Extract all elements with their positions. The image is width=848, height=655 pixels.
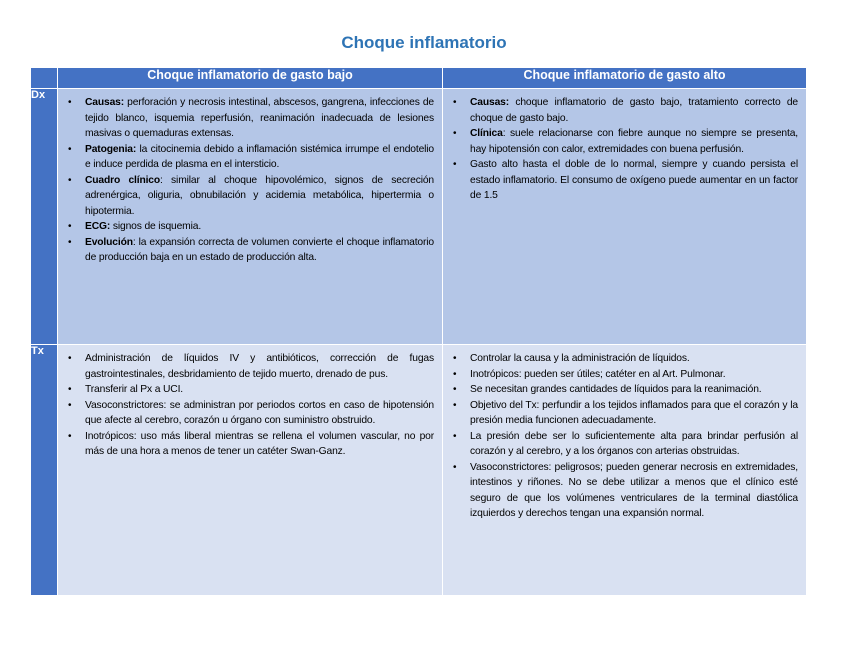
item-text: Transferir al Px a UCI. [85,384,184,395]
bullet-icon: • [453,368,457,380]
bullet-icon: • [453,159,457,170]
item-lead: Patogenia: [85,143,137,155]
list-item [68,173,434,220]
page-title: Choque inflamatorio [341,33,507,52]
cell-tx-high [443,345,807,596]
bullet-icon: • [453,353,457,364]
item-lead: Cuadro clínico [85,174,161,186]
bullet-icon: • [453,430,457,442]
item-text: choque inflamatorio de gasto bajo, tratamiento correcto de choque de gasto bajo. [470,97,798,124]
item-lead: Clínica [470,128,503,139]
row-dx [31,89,807,345]
item-lead: ECG: [85,221,111,232]
bullet-icon: • [68,221,72,232]
list-item [453,429,798,460]
list-item [68,235,434,266]
list-item [68,382,434,398]
bullet-list [443,89,806,204]
item-text: Vasoconstrictores: se administran por periodos cortos en caso de hipotensión que afecte al cerebro, corazón u órgano con suministro obstruido. [85,399,434,426]
list-item [68,95,434,142]
bullet-icon: • [453,384,457,395]
item-text: perforación y necrosis intestinal, abscesos, gangrena, infecciones de tejido blanco, isquemia reperfusión, reanimación inadecuada de lesiones masivas o quemaduras extensas. [85,97,434,139]
cell-dx-low [58,89,443,345]
item-text: signos de isquemia. [110,221,202,232]
comparison-table [30,67,807,596]
item-lead: Evolución [85,236,133,248]
item-text: Administración de líquidos IV y antibióticos, corrección de fugas gastrointestinales, desbridamiento de tejido muerto, drenado de pus. [85,353,434,380]
bullet-icon: • [68,430,72,442]
list-item [453,157,798,204]
item-lead: Causas: [470,97,510,108]
cell-tx-low [58,345,443,596]
row-label-dx: Dx [31,89,58,345]
item-text: Objetivo del Tx: perfundir a los tejidos inflamados para que el corazón y la presión media funcionen adecuadamente. [470,399,798,426]
row-tx [31,345,807,596]
list-item [453,382,798,398]
bullet-list [58,345,442,460]
header-row [31,68,807,89]
bullet-icon: • [68,97,72,108]
item-text: Inotrópicos: uso más liberal mientras se rellena el volumen vascular, no por más de una hora a menos de tener un catéter Swan-Ganz. [85,430,434,457]
list-item [453,351,798,367]
list-item [68,142,434,173]
list-item [68,351,434,382]
bullet-icon: • [453,461,457,473]
item-text: Gasto alto hasta el doble de lo normal, siempre y cuando persista el estado inflamatorio. El consumo de oxígeno puede aumentar en un factor de 1.5 [470,159,798,201]
list-item [68,219,434,235]
header-high-output: Choque inflamatorio de gasto alto [443,68,807,89]
list-item [68,429,434,460]
header-corner [31,68,58,89]
list-item [453,460,798,522]
bullet-list [58,89,442,266]
cell-dx-high [443,89,807,345]
bullet-icon: • [68,236,72,248]
item-text: Se necesitan grandes cantidades de líquidos para la reanimación. [470,384,762,395]
item-text: : similar al choque hipovolémico, signos de secreción adrenérgica, oliguria, obnubilación y acidemia metabólica, hipertermia o hipotermia. [85,174,434,217]
bullet-icon: • [68,353,72,364]
bullet-icon: • [453,128,457,139]
header-low-output: Choque inflamatorio de gasto bajo [58,68,443,89]
bullet-icon: • [453,399,457,411]
list-item [453,126,798,157]
bullet-icon: • [68,399,72,411]
item-lead: Causas: [85,97,125,108]
item-text: Inotrópicos: pueden ser útiles; catéter en al Art. Pulmonar. [470,368,726,380]
bullet-icon: • [68,143,72,155]
list-item [68,398,434,429]
list-item [453,95,798,126]
list-item [453,398,798,429]
item-text: la citocinemia debido a inflamación sistémica irrumpe el endotelio e induce perdida de plasma en el intersticio. [85,143,434,170]
bullet-list [443,345,806,522]
item-text: La presión debe ser lo suficientemente alta para brindar perfusión al corazón y al cerebro, y a los órganos con arterias obstruidas. [470,430,798,457]
bullet-icon: • [68,384,72,395]
list-item [453,367,798,383]
item-text: Vasoconstrictores: peligrosos; pueden generar necrosis en extremidades, intestinos y riñones. No se debe utilizar a menos que el clínico esté seguro de que los volúmenes ventriculares de la terminal diastólica izquierdos y derechos tengan una expansión normal. [470,461,798,519]
item-text: : la expansión correcta de volumen convierte el choque inflamatorio de producción baja en un estado de producción alta. [85,236,434,263]
row-label-tx: Tx [31,345,58,596]
bullet-icon: • [453,97,457,108]
item-text: Controlar la causa y la administración de líquidos. [470,353,690,364]
bullet-icon: • [68,174,72,186]
item-text: : suele relacionarse con fiebre aunque no siempre se presenta, hay hipotensión con calor, extremidades con buena perfusión. [470,128,798,155]
